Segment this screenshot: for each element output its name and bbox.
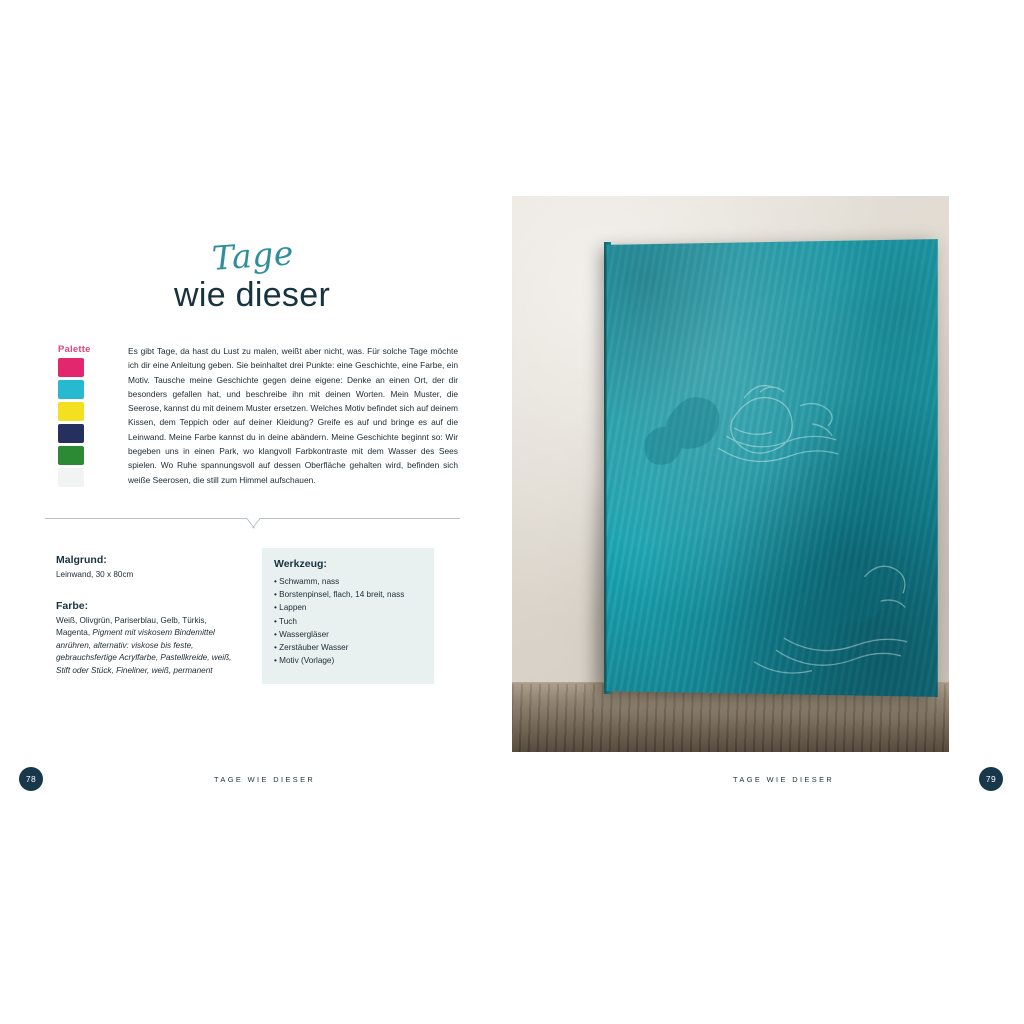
- chapter-title: [150, 233, 470, 326]
- footer-title-right: TAGE WIE DIESER: [733, 775, 835, 784]
- list-item: • Motiv (Vorlage): [274, 654, 422, 667]
- divider-line-left: [45, 518, 247, 519]
- page-number-left: 78: [19, 767, 43, 791]
- swatch-navy-blue: [58, 424, 84, 443]
- lotus-motif-bottom: [724, 542, 937, 695]
- title-main: wie dieser: [174, 276, 331, 314]
- ground-heading: Malgrund:: [56, 554, 107, 566]
- divider-notch-right: [252, 518, 261, 529]
- title-script: Tage: [210, 233, 296, 278]
- color-text-plain: Weiß, Olivgrün, Pariserblau, Gelb, Türkis, Magenta,: [56, 615, 207, 638]
- materials-block: [56, 554, 241, 678]
- page-number-right: 79: [979, 767, 1003, 791]
- list-item: • Tuch: [274, 615, 422, 628]
- palette-swatches: [58, 358, 88, 490]
- painted-canvas: [607, 239, 938, 697]
- list-item: • Lappen: [274, 601, 422, 614]
- footer-title-left: TAGE WIE DIESER: [214, 775, 316, 784]
- swatch-magenta: [58, 358, 84, 377]
- palette-label: Palette: [58, 344, 91, 355]
- divider-line-right: [259, 518, 460, 519]
- canvas-photograph: [512, 196, 949, 752]
- lotus-motif-top: [616, 361, 854, 502]
- tools-heading: Werkzeug:: [274, 558, 327, 570]
- swatch-yellow: [58, 402, 84, 421]
- tools-list: [274, 575, 422, 667]
- swatch-green: [58, 446, 84, 465]
- swatch-turquoise: [58, 380, 84, 399]
- swatch-white: [58, 468, 84, 487]
- list-item: • Borstenpinsel, flach, 14 breit, nass: [274, 588, 422, 601]
- list-item: • Wassergläser: [274, 628, 422, 641]
- intro-paragraph: Es gibt Tage, da hast du Lust zu malen, weißt aber nicht, was. Für solche Tage möchte ich dir eine Anleitung geben. Sie beinhaltet drei Punkte: eine Geschichte, eine Farbe, ein Motiv. Tausche meine Geschichte gegen deine eigene: Denke an einen Ort, der dir besonders gefallen hat, und beschreibe ihn mit deinen Worten. Mein Muster, die Seerose, kannst du mit deinem Muster ersetzen. Welches Motiv befindet sich auf deinem Kissen, dem Teppich oder auf deiner Kleidung? Greife es auf und bringe es auf die Leinwand. Meine Farbe kannst du in deine abändern. Meine Geschichte beginnt so: Wir begeben uns in einen Park, wo klangvoll Farbkontraste mit dem Wasser des Sees spielen. Wo Ruhe spannungsvoll auf dessen Oberfläche gehalten wird, befinden sich weiße Seerosen, die still zum Himmel aufschauen.: [128, 346, 458, 485]
- list-item: • Zerstäuber Wasser: [274, 641, 422, 654]
- list-item: • Schwamm, nass: [274, 575, 422, 588]
- tools-box: [262, 548, 434, 684]
- section-divider: [45, 518, 460, 532]
- ground-text: Leinwand, 30 x 80cm: [56, 570, 134, 579]
- color-heading: Farbe:: [56, 599, 89, 612]
- color-text: [56, 615, 241, 678]
- color-text-italic: Pigment mit viskosem Bindemittel anrühren, alternativ: viskose bis feste, gebrauchsfertige Acrylfarbe, Pastellkreide, weiß, Stift oder Stück, Fineliner, weiß, permanent: [56, 628, 232, 675]
